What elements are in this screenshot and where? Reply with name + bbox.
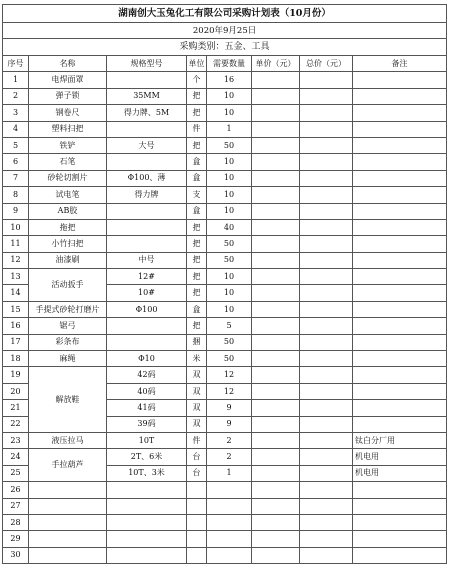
row-total — [300, 482, 353, 498]
row-note — [353, 72, 447, 88]
row-qty: 10 — [207, 105, 252, 121]
table-row — [3, 449, 447, 465]
row-unit: 件 — [187, 432, 207, 448]
purchase-plan-table — [2, 4, 447, 564]
header-note: 备注 — [353, 56, 447, 72]
row-seq: 5 — [3, 137, 29, 153]
row-note — [353, 170, 447, 186]
row-spec — [107, 154, 187, 170]
row-total — [300, 301, 353, 317]
row-price — [252, 334, 300, 350]
row-seq: 6 — [3, 154, 29, 170]
row-unit: 把 — [187, 236, 207, 252]
table-row — [3, 154, 447, 170]
row-price — [252, 449, 300, 465]
row-unit: 把 — [187, 285, 207, 301]
row-seq: 15 — [3, 301, 29, 317]
row-qty: 50 — [207, 334, 252, 350]
row-price — [252, 416, 300, 432]
row-spec — [107, 219, 187, 235]
row-note — [353, 154, 447, 170]
table-row — [3, 88, 447, 104]
table-row — [3, 547, 447, 563]
row-spec — [107, 547, 187, 563]
row-seq: 13 — [3, 269, 29, 285]
row-price — [252, 269, 300, 285]
row-seq: 12 — [3, 252, 29, 268]
row-price — [252, 154, 300, 170]
table-row — [3, 219, 447, 235]
row-unit: 双 — [187, 400, 207, 416]
row-total — [300, 416, 353, 432]
row-seq: 18 — [3, 351, 29, 367]
row-qty: 16 — [207, 72, 252, 88]
row-name: 石笔 — [29, 154, 107, 170]
row-total — [300, 498, 353, 514]
row-spec: 10T、3米 — [107, 465, 187, 481]
header-spec: 规格型号 — [107, 56, 187, 72]
row-price — [252, 514, 300, 530]
table-row — [3, 269, 447, 285]
row-seq: 24 — [3, 449, 29, 465]
row-unit: 盒 — [187, 154, 207, 170]
table-row — [3, 187, 447, 203]
row-qty: 9 — [207, 416, 252, 432]
row-name: 油漆刷 — [29, 252, 107, 268]
row-price — [252, 88, 300, 104]
row-seq: 27 — [3, 498, 29, 514]
table-row — [3, 498, 447, 514]
row-price — [252, 105, 300, 121]
row-spec: Φ100 — [107, 301, 187, 317]
row-spec: 中号 — [107, 252, 187, 268]
row-spec — [107, 482, 187, 498]
table-row — [3, 432, 447, 448]
row-unit: 个 — [187, 72, 207, 88]
table-row — [3, 72, 447, 88]
row-note: 钛白分厂用 — [353, 432, 447, 448]
row-qty: 50 — [207, 252, 252, 268]
row-unit — [187, 547, 207, 563]
row-note — [353, 219, 447, 235]
row-name: 电焊面罩 — [29, 72, 107, 88]
row-total — [300, 465, 353, 481]
row-note — [353, 187, 447, 203]
header-total: 总价（元） — [300, 56, 353, 72]
row-qty: 12 — [207, 383, 252, 399]
row-total — [300, 154, 353, 170]
row-qty: 10 — [207, 154, 252, 170]
row-price — [252, 121, 300, 137]
row-price — [252, 236, 300, 252]
row-total — [300, 187, 353, 203]
row-total — [300, 449, 353, 465]
row-price — [252, 351, 300, 367]
row-spec: 40码 — [107, 383, 187, 399]
row-unit — [187, 482, 207, 498]
row-unit: 把 — [187, 219, 207, 235]
row-seq: 21 — [3, 400, 29, 416]
row-seq: 17 — [3, 334, 29, 350]
row-price — [252, 137, 300, 153]
row-price — [252, 252, 300, 268]
row-note — [353, 137, 447, 153]
row-qty: 1 — [207, 121, 252, 137]
row-price — [252, 482, 300, 498]
row-name: 活动扳手 — [29, 269, 107, 302]
row-note — [353, 121, 447, 137]
table-row — [3, 367, 447, 383]
row-name: 弹子锁 — [29, 88, 107, 104]
row-total — [300, 236, 353, 252]
row-unit: 支 — [187, 187, 207, 203]
row-seq: 20 — [3, 383, 29, 399]
row-note — [353, 285, 447, 301]
table-row — [3, 252, 447, 268]
row-spec — [107, 72, 187, 88]
row-name: 砂轮切割片 — [29, 170, 107, 186]
table-row — [3, 301, 447, 317]
table-row — [3, 318, 447, 334]
row-spec: 39码 — [107, 416, 187, 432]
row-name — [29, 547, 107, 563]
row-spec — [107, 203, 187, 219]
row-seq: 3 — [3, 105, 29, 121]
row-price — [252, 203, 300, 219]
row-unit: 捆 — [187, 334, 207, 350]
row-name: 液压拉马 — [29, 432, 107, 448]
row-spec: Φ100、薄 — [107, 170, 187, 186]
row-qty: 10 — [207, 203, 252, 219]
header-price: 单价（元） — [252, 56, 300, 72]
row-price — [252, 367, 300, 383]
row-spec: 得力牌 — [107, 187, 187, 203]
row-note — [353, 514, 447, 530]
row-total — [300, 252, 353, 268]
row-total — [300, 105, 353, 121]
row-unit: 台 — [187, 449, 207, 465]
row-total — [300, 367, 353, 383]
row-seq: 30 — [3, 547, 29, 563]
row-spec: 42码 — [107, 367, 187, 383]
row-spec — [107, 498, 187, 514]
row-total — [300, 137, 353, 153]
table-row — [3, 514, 447, 530]
row-note — [353, 203, 447, 219]
header-unit: 单位 — [187, 56, 207, 72]
row-note — [353, 301, 447, 317]
row-qty: 5 — [207, 318, 252, 334]
row-note — [353, 269, 447, 285]
row-name: 解放鞋 — [29, 367, 107, 433]
row-unit: 把 — [187, 137, 207, 153]
header-name: 名称 — [29, 56, 107, 72]
row-spec: 2T、6米 — [107, 449, 187, 465]
row-qty — [207, 514, 252, 530]
row-seq: 11 — [3, 236, 29, 252]
row-seq: 2 — [3, 88, 29, 104]
row-name: 麻绳 — [29, 351, 107, 367]
row-price — [252, 400, 300, 416]
row-seq: 22 — [3, 416, 29, 432]
header-row — [3, 56, 447, 72]
row-qty: 10 — [207, 187, 252, 203]
row-price — [252, 547, 300, 563]
row-spec: 10# — [107, 285, 187, 301]
row-qty: 10 — [207, 301, 252, 317]
row-unit: 盒 — [187, 203, 207, 219]
row-note — [353, 400, 447, 416]
table-row — [3, 105, 447, 121]
row-seq: 23 — [3, 432, 29, 448]
row-qty — [207, 498, 252, 514]
row-name — [29, 498, 107, 514]
row-qty: 10 — [207, 170, 252, 186]
row-total — [300, 72, 353, 88]
row-seq: 14 — [3, 285, 29, 301]
row-qty: 1 — [207, 465, 252, 481]
row-note — [353, 351, 447, 367]
row-qty: 10 — [207, 269, 252, 285]
row-seq: 16 — [3, 318, 29, 334]
row-unit: 双 — [187, 367, 207, 383]
sheet-date: 2020年9月25日 — [3, 23, 447, 39]
row-seq: 26 — [3, 482, 29, 498]
row-note — [353, 383, 447, 399]
row-qty: 10 — [207, 88, 252, 104]
row-spec: 10T — [107, 432, 187, 448]
row-total — [300, 269, 353, 285]
row-unit: 盒 — [187, 301, 207, 317]
row-seq: 28 — [3, 514, 29, 530]
row-total — [300, 514, 353, 530]
row-name — [29, 482, 107, 498]
row-seq: 8 — [3, 187, 29, 203]
row-unit — [187, 498, 207, 514]
row-spec — [107, 318, 187, 334]
row-total — [300, 351, 353, 367]
row-seq: 29 — [3, 531, 29, 547]
row-note: 机电用 — [353, 465, 447, 481]
header-qty: 需要数量 — [207, 56, 252, 72]
table-row — [3, 203, 447, 219]
row-total — [300, 547, 353, 563]
table-row — [3, 351, 447, 367]
row-unit: 把 — [187, 252, 207, 268]
table-row — [3, 170, 447, 186]
row-unit: 台 — [187, 465, 207, 481]
row-spec — [107, 121, 187, 137]
row-note — [353, 416, 447, 432]
row-qty: 12 — [207, 367, 252, 383]
row-note — [353, 334, 447, 350]
row-unit: 米 — [187, 351, 207, 367]
row-note — [353, 252, 447, 268]
row-note — [353, 367, 447, 383]
header-seq: 序号 — [3, 56, 29, 72]
row-unit: 双 — [187, 416, 207, 432]
row-name: 小竹扫把 — [29, 236, 107, 252]
row-spec: 35MM — [107, 88, 187, 104]
row-price — [252, 219, 300, 235]
row-name: 塑料扫把 — [29, 121, 107, 137]
row-price — [252, 187, 300, 203]
row-price — [252, 318, 300, 334]
table-row — [3, 121, 447, 137]
row-seq: 9 — [3, 203, 29, 219]
row-seq: 19 — [3, 367, 29, 383]
row-total — [300, 432, 353, 448]
row-total — [300, 203, 353, 219]
row-unit: 把 — [187, 269, 207, 285]
row-name — [29, 514, 107, 530]
row-seq: 4 — [3, 121, 29, 137]
row-total — [300, 88, 353, 104]
row-unit: 盒 — [187, 170, 207, 186]
row-total — [300, 121, 353, 137]
row-seq: 7 — [3, 170, 29, 186]
row-name: 彩条布 — [29, 334, 107, 350]
row-total — [300, 285, 353, 301]
table-row — [3, 482, 447, 498]
row-unit — [187, 514, 207, 530]
row-spec: 大号 — [107, 137, 187, 153]
purchase-category: 采购类别：五金、工具 — [3, 39, 447, 56]
row-note — [353, 105, 447, 121]
table-row — [3, 334, 447, 350]
row-total — [300, 318, 353, 334]
row-qty: 50 — [207, 351, 252, 367]
row-total — [300, 170, 353, 186]
row-name: 手拉葫芦 — [29, 449, 107, 482]
row-note — [353, 88, 447, 104]
row-qty — [207, 482, 252, 498]
row-qty: 40 — [207, 219, 252, 235]
row-unit: 把 — [187, 88, 207, 104]
row-name: 拖把 — [29, 219, 107, 235]
row-unit: 把 — [187, 105, 207, 121]
row-name: 钢卷尺 — [29, 105, 107, 121]
row-name: 试电笔 — [29, 187, 107, 203]
row-price — [252, 498, 300, 514]
row-qty: 9 — [207, 400, 252, 416]
row-spec — [107, 334, 187, 350]
row-note — [353, 236, 447, 252]
row-price — [252, 383, 300, 399]
row-note — [353, 547, 447, 563]
row-seq: 10 — [3, 219, 29, 235]
row-price — [252, 465, 300, 481]
row-total — [300, 400, 353, 416]
row-price — [252, 285, 300, 301]
row-note — [353, 482, 447, 498]
row-name: 铁铲 — [29, 137, 107, 153]
row-name: 手提式砂轮打磨片 — [29, 301, 107, 317]
row-qty: 2 — [207, 432, 252, 448]
row-note: 机电用 — [353, 449, 447, 465]
row-unit: 双 — [187, 383, 207, 399]
row-spec — [107, 236, 187, 252]
row-qty: 10 — [207, 285, 252, 301]
row-spec: Φ10 — [107, 351, 187, 367]
table-row — [3, 137, 447, 153]
row-qty: 50 — [207, 137, 252, 153]
row-qty — [207, 547, 252, 563]
row-qty: 2 — [207, 449, 252, 465]
row-unit: 件 — [187, 121, 207, 137]
row-spec — [107, 514, 187, 530]
row-spec: 得力牌、5M — [107, 105, 187, 121]
table-row — [3, 236, 447, 252]
row-total — [300, 383, 353, 399]
row-spec: 41码 — [107, 400, 187, 416]
row-note — [353, 318, 447, 334]
sheet-title: 湖南创大玉兔化工有限公司采购计划表（10月份） — [3, 5, 447, 23]
row-spec: 12# — [107, 269, 187, 285]
row-note — [353, 498, 447, 514]
row-name: AB胶 — [29, 203, 107, 219]
row-qty: 50 — [207, 236, 252, 252]
row-price — [252, 432, 300, 448]
row-seq: 1 — [3, 72, 29, 88]
row-price — [252, 72, 300, 88]
row-total — [300, 334, 353, 350]
row-name: 锯弓 — [29, 318, 107, 334]
row-seq: 25 — [3, 465, 29, 481]
row-price — [252, 301, 300, 317]
row-unit: 把 — [187, 318, 207, 334]
row-price — [252, 170, 300, 186]
row-total — [300, 219, 353, 235]
